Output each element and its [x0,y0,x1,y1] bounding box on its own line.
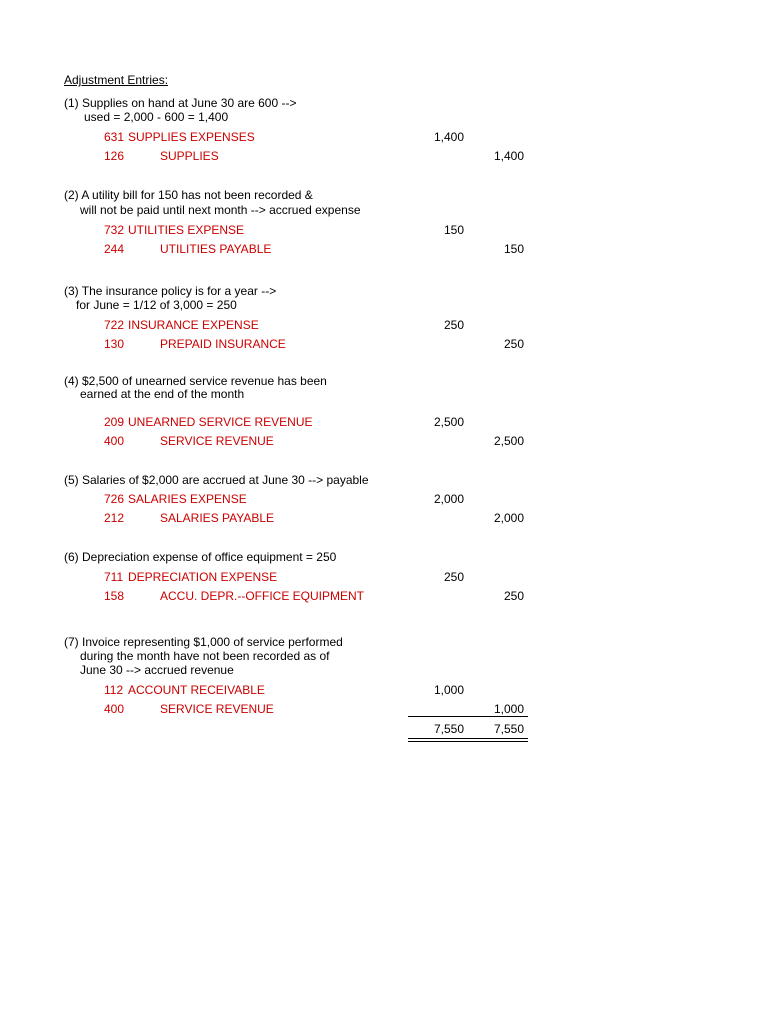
entry-description: used = 2,000 - 600 = 1,400 [84,110,229,124]
debit-account-name: UTILITIES EXPENSE [128,223,245,237]
debit-amount: 250 [443,570,464,584]
entry-description: (1) Supplies on hand at June 30 are 600 --> [64,96,297,110]
credit-account-code: 244 [104,242,125,256]
credit-amount: 250 [503,337,524,351]
credit-account-code: 130 [104,337,125,351]
debit-account-name: SALARIES EXPENSE [128,492,247,506]
debit-amount: 250 [443,318,464,332]
entry-description: (7) Invoice representing $1,000 of service performed [64,635,343,649]
debit-account-code: 732 [104,223,125,237]
debit-account-name: INSURANCE EXPENSE [128,318,259,332]
debit-account-code: 711 [104,570,124,584]
credit-account-name: SERVICE REVENUE [160,434,274,448]
debit-amount: 2,000 [433,492,464,506]
debit-account-name: DEPRECIATION EXPENSE [128,570,278,584]
entry-description: (4) $2,500 of unearned service revenue has been [64,374,327,388]
debit-account-name: ACCOUNT RECEIVABLE [128,683,265,697]
debit-account-code: 112 [104,683,124,697]
debit-account-code: 209 [104,415,125,429]
page-title: Adjustment Entries: [64,73,169,87]
entry-description: during the month have not been recorded as of [80,649,330,663]
credit-amount: 1,400 [493,149,524,163]
total-double-rule-upper [408,738,528,739]
credit-amount: 2,000 [493,511,524,525]
total-double-rule-lower [408,741,528,742]
entry-description: earned at the end of the month [80,387,245,401]
debit-account-code: 726 [104,492,125,506]
credit-amount: 2,500 [493,434,524,448]
total-debit: 7,550 [433,722,464,736]
entry-description: (6) Depreciation expense of office equipment = 250 [64,550,337,564]
debit-account-name: SUPPLIES EXPENSES [128,130,255,144]
entry-description: (2) A utility bill for 150 has not been recorded & [64,188,313,202]
debit-amount: 150 [443,223,464,237]
debit-amount: 2,500 [433,415,464,429]
credit-amount: 250 [503,589,524,603]
credit-account-code: 212 [104,511,125,525]
entry-description: (3) The insurance policy is for a year --> [64,284,277,298]
credit-amount: 1,000 [493,702,524,716]
debit-account-code: 722 [104,318,125,332]
debit-account-code: 631 [104,130,125,144]
credit-amount: 150 [503,242,524,256]
credit-account-name: SALARIES PAYABLE [160,511,275,525]
credit-account-code: 126 [104,149,125,163]
credit-account-name: ACCU. DEPR.--OFFICE EQUIPMENT [160,589,365,603]
credit-account-name: SUPPLIES [160,149,219,163]
credit-account-code: 400 [104,434,125,448]
entry-description: (5) Salaries of $2,000 are accrued at June 30 --> payable [64,473,369,487]
debit-amount: 1,000 [433,683,464,697]
credit-account-name: UTILITIES PAYABLE [160,242,272,256]
total-credit: 7,550 [493,722,524,736]
entry-description: for June = 1/12 of 3,000 = 250 [76,298,237,312]
debit-amount: 1,400 [433,130,464,144]
credit-account-code: 158 [104,589,125,603]
debit-account-name: UNEARNED SERVICE REVENUE [128,415,313,429]
credit-account-code: 400 [104,702,125,716]
entry-description: June 30 --> accrued revenue [80,663,234,677]
total-top-rule [408,716,528,717]
credit-account-name: SERVICE REVENUE [160,702,274,716]
entry-description: will not be paid until next month --> accrued expense [80,203,361,217]
credit-account-name: PREPAID INSURANCE [160,337,286,351]
